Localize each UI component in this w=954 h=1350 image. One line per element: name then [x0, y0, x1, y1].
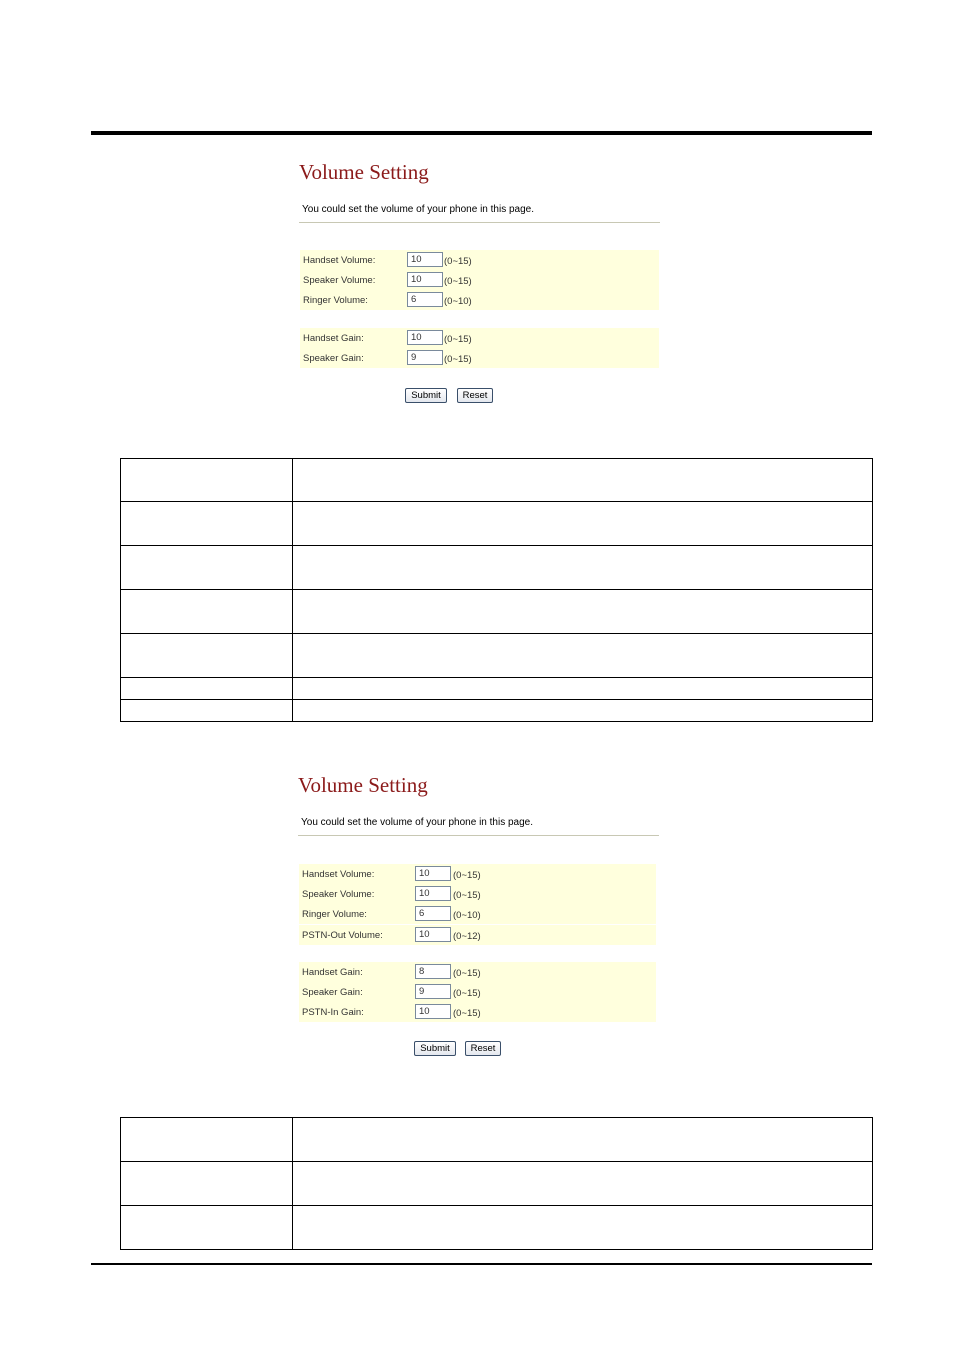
reset-button[interactable]: Reset [457, 388, 493, 403]
description-table-1 [120, 458, 873, 722]
table-cell [293, 700, 873, 722]
page-title: Volume Setting [299, 160, 429, 184]
pstn-in-gain-input[interactable]: 10 [415, 1004, 451, 1019]
table-cell [121, 1162, 293, 1206]
reset-button[interactable]: Reset [465, 1041, 501, 1056]
setting-row-handset-gain: Handset Gain: 8 (0~15) [299, 962, 656, 982]
table-cell [121, 590, 293, 634]
table-cell [293, 1118, 873, 1162]
footer-rule [91, 1263, 872, 1265]
setting-row-speaker-gain: Speaker Gain: 9 (0~15) [299, 982, 656, 1002]
page-description: You could set the volume of your phone in this page. [301, 817, 534, 828]
table-cell [293, 546, 873, 590]
table-cell [293, 590, 873, 634]
setting-row-handset-gain: Handset Gain: 10 (0~15) [300, 328, 659, 348]
page-title: Volume Setting [298, 773, 428, 797]
setting-row-ringer-volume: Ringer Volume: 6 (0~10) [299, 904, 656, 924]
ringer-volume-input[interactable]: 6 [415, 906, 451, 921]
speaker-gain-input[interactable]: 9 [407, 350, 443, 365]
description-table-2 [120, 1117, 873, 1250]
setting-row-speaker-gain: Speaker Gain: 9 (0~15) [300, 348, 659, 368]
table-cell [121, 678, 293, 700]
setting-row-ringer-volume: Ringer Volume: 6 (0~10) [300, 290, 659, 310]
table-cell [293, 634, 873, 678]
setting-row-speaker-volume: Speaker Volume: 10 (0~15) [299, 884, 656, 904]
volume-setting-panel-2 [298, 773, 660, 1068]
handset-gain-input[interactable]: 8 [415, 964, 451, 979]
handset-gain-input[interactable]: 10 [407, 330, 443, 345]
table-cell [293, 678, 873, 700]
setting-row-pstn-out-volume: PSTN-Out Volume: 10 (0~12) [299, 925, 656, 945]
table-cell [121, 1118, 293, 1162]
submit-button[interactable]: Submit [405, 388, 447, 403]
page-description: You could set the volume of your phone in this page. [302, 204, 535, 215]
setting-row-pstn-in-gain: PSTN-In Gain: 10 (0~15) [299, 1002, 656, 1022]
handset-volume-input[interactable]: 10 [407, 252, 443, 267]
submit-button[interactable]: Submit [414, 1041, 456, 1056]
pstn-out-volume-input[interactable]: 10 [415, 927, 451, 942]
handset-volume-input[interactable]: 10 [415, 866, 451, 881]
table-cell [121, 1206, 293, 1250]
volume-setting-panel-1 [299, 160, 661, 410]
ringer-volume-input[interactable]: 6 [407, 292, 443, 307]
table-cell [293, 459, 873, 502]
speaker-volume-input[interactable]: 10 [407, 272, 443, 287]
table-cell [293, 1206, 873, 1250]
table-cell [121, 546, 293, 590]
speaker-gain-input[interactable]: 9 [415, 984, 451, 999]
speaker-volume-input[interactable]: 10 [415, 886, 451, 901]
table-cell [293, 1162, 873, 1206]
setting-row-handset-volume: Handset Volume: 10 (0~15) [299, 864, 656, 884]
divider [299, 222, 660, 223]
table-cell [121, 634, 293, 678]
table-cell [293, 502, 873, 546]
header-rule [91, 131, 872, 135]
table-cell [121, 700, 293, 722]
table-cell [121, 502, 293, 546]
setting-row-handset-volume: Handset Volume: 10 (0~15) [300, 250, 659, 270]
divider [298, 835, 659, 836]
table-cell [121, 459, 293, 502]
setting-row-speaker-volume: Speaker Volume: 10 (0~15) [300, 270, 659, 290]
